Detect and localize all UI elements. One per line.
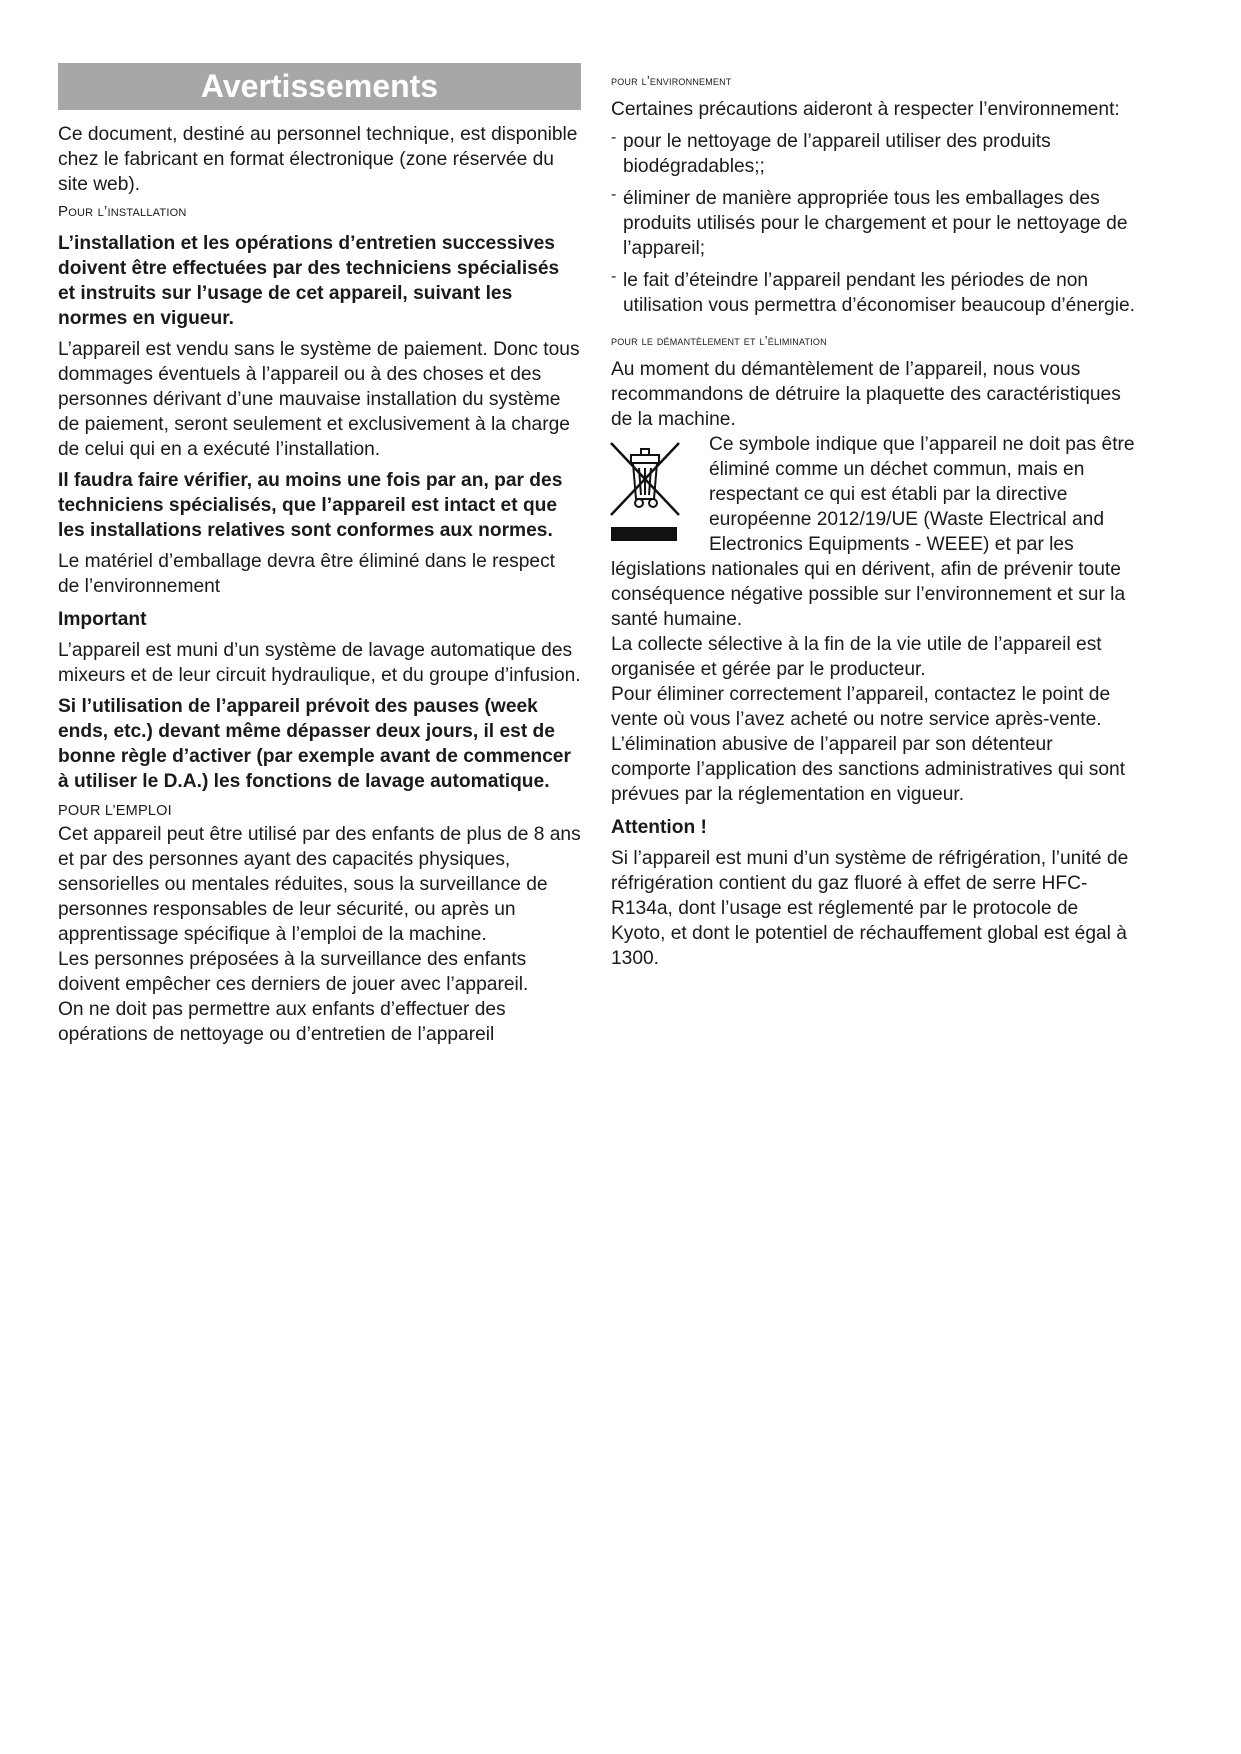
list-item: - éliminer de manière appropriée tous les emballages des produits utilisés pour le chargement et pour le nettoyage de l’appareil; bbox=[611, 186, 1137, 261]
environnement-item-1: pour le nettoyage de l’appareil utiliser des produits biodégradables;; bbox=[623, 131, 1051, 177]
installation-bold-1: L’installation et les opérations d’entretien successives doivent être effectuées par des techniciens spécialisés et instruits sur l’usage de cet appareil, suivant les normes en vigueur. bbox=[58, 233, 560, 329]
important-label: Important bbox=[58, 609, 147, 630]
demantelement-paragraph-2: La collecte sélective à la fin de la vie utile de l’appareil est organisée et gérée par le producteur. bbox=[611, 634, 1102, 680]
demantelement-paragraph-1: Au moment du démantèlement de l’appareil, nous vous recommandons de détruire la plaquette des caractéristiques de la machine. bbox=[611, 359, 1121, 430]
crossed-out-wheelie-bin-icon bbox=[605, 435, 693, 547]
left-column bbox=[58, 63, 581, 1047]
right-column bbox=[611, 70, 1137, 971]
weee-bar bbox=[611, 527, 677, 541]
intro-paragraph: Ce document, destiné au personnel technique, est disponible chez le fabricant en format électronique (zone réservée du site web). bbox=[58, 124, 578, 195]
emploi-heading: POUR L’EMPLOI bbox=[58, 803, 172, 819]
environnement-heading: pour l’environnement bbox=[611, 73, 732, 88]
demantelement-paragraph-3: Pour éliminer correctement l’appareil, contactez le point de vente où vous l’avez acheté ou notre service après-vente. bbox=[611, 684, 1111, 730]
environnement-intro: Certaines précautions aideront à respecter l’environnement: bbox=[611, 99, 1120, 120]
installation-heading: Pour l’installation bbox=[58, 203, 187, 220]
environnement-item-3: le fait d’éteindre l’appareil pendant les périodes de non utilisation vous permettra d’économiser beaucoup d’énergie. bbox=[623, 270, 1135, 316]
demantelement-paragraph-4: L’élimination abusive de l’appareil par son détenteur comporte l’application des sanctions administratives qui sont prévues par la réglementation en vigueur. bbox=[611, 734, 1126, 805]
important-paragraph: L’appareil est muni d’un système de lavage automatique des mixeurs et de leur circuit hydraulique, et du groupe d’infusion. bbox=[58, 640, 581, 686]
page-title: Avertissements bbox=[58, 63, 581, 110]
list-item: - pour le nettoyage de l’appareil utiliser des produits biodégradables;; bbox=[611, 129, 1137, 179]
emploi-paragraph-2: Les personnes préposées à la surveillance des enfants doivent empêcher ces derniers de jouer avec l’appareil. bbox=[58, 949, 529, 995]
list-item: - le fait d’éteindre l’appareil pendant les périodes de non utilisation vous permettra d’économiser beaucoup d’énergie. bbox=[611, 268, 1137, 318]
weee-block bbox=[611, 432, 1137, 632]
emploi-paragraph-1: Cet appareil peut être utilisé par des enfants de plus de 8 ans et par des personnes ayant des capacités physiques, sensorielles ou mentales réduites, sous la surveillance de personnes responsables de leur sécurité, ou après un apprentissage spécifique à l’emploi de la machine. bbox=[58, 824, 581, 945]
weee-paragraph: Ce symbole indique que l’appareil ne doit pas être éliminé comme un déchet commun, mais en respectant ce qui est établi par la directive européenne 2012/19/UE (Waste Electrical and Electronics Equipments - WEEE) et par les législations nationales qui en dérivent, afin de prévenir toute conséquence négative possible sur l’environnement et sur la santé humaine. bbox=[611, 434, 1135, 630]
environnement-item-2: éliminer de manière appropriée tous les emballages des produits utilisés pour le chargement et pour le nettoyage de l’appareil; bbox=[623, 188, 1128, 259]
installation-paragraph-2: Le matériel d’emballage devra être éliminé dans le respect de l’environnement bbox=[58, 551, 556, 597]
installation-paragraph-1: L’appareil est vendu sans le système de paiement. Donc tous dommages éventuels à l’appareil ou à des choses et des personnes dérivant d’une mauvaise installation du système de paiement, seront seulement et exclusivement à la charge de celui qui en a exécuté l’installation. bbox=[58, 339, 580, 460]
emploi-paragraph-3: On ne doit pas permettre aux enfants d’effectuer des opérations de nettoyage ou d’entretien de l’appareil bbox=[58, 999, 506, 1045]
attention-label: Attention ! bbox=[611, 817, 707, 838]
attention-paragraph: Si l’appareil est muni d’un système de réfrigération, l’unité de réfrigération contient du gaz fluoré à effet de serre HFC-R134a, dont l’usage est réglementé par le protocole de Kyoto, et dont le potentiel de réchauffement global est égal à 1300. bbox=[611, 848, 1129, 969]
demantelement-heading: pour le démantèlement et l’élimination bbox=[611, 333, 827, 348]
important-bold: Si l’utilisation de l’appareil prévoit des pauses (week ends, etc.) devant même dépasser deux jours, il est de bonne règle d’activer (par exemple avant de commencer à utiliser le D.A.) les fonctions de lavage automatique. bbox=[58, 696, 571, 792]
installation-bold-2: Il faudra faire vérifier, au moins une fois par an, par des techniciens spécialisés, que l’appareil est intact et que les installations relatives sont conformes aux normes. bbox=[58, 470, 563, 541]
